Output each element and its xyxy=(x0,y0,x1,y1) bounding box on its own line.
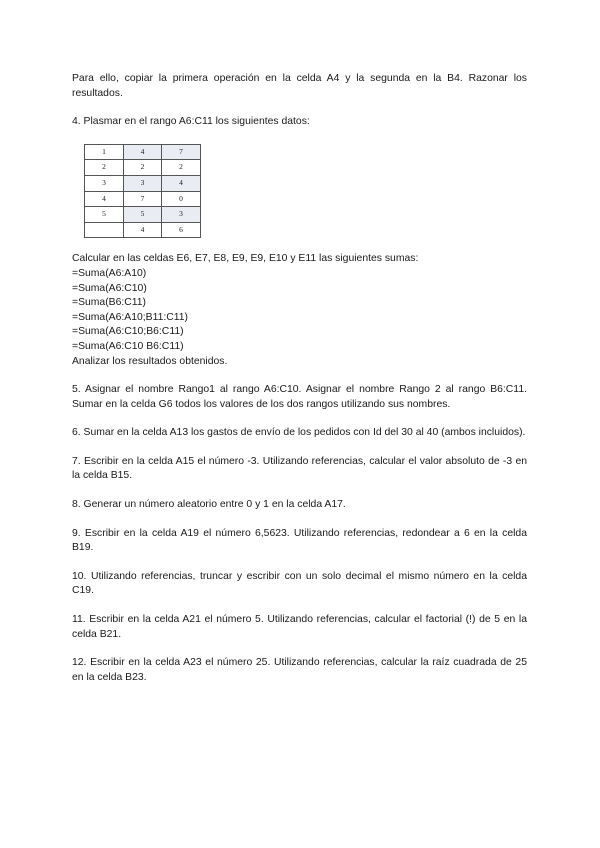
document-body xyxy=(72,72,527,699)
item-4-instructions: Calcular en las celdas E6, E7, E8, E9, E9, E10 y E11 las siguientes sumas: xyxy=(72,253,419,265)
item-11-paragraph: 11. Escribir en la celda A21 el número 5. Utilizando referencias, calcular el factorial (!) de 5 en la celda B21. xyxy=(72,614,527,640)
item-7-paragraph: 7. Escribir en la celda A15 el número -3. Utilizando referencias, calcular el valor absoluto de -3 en la celda B15. xyxy=(72,455,527,482)
table-cell: 4 xyxy=(85,191,124,207)
formula-line: =Suma(A6:A10;B11:C11) xyxy=(72,311,188,323)
table-cell: 6 xyxy=(162,222,201,238)
table-cell: 3 xyxy=(85,175,124,191)
table-cell: 5 xyxy=(124,207,162,223)
item-4-heading: 4. Plasmar en el rango A6:C11 los siguientes datos: xyxy=(72,116,310,128)
item-8-paragraph: 8. Generar un número aleatorio entre 0 y 1 en la celda A17. xyxy=(72,499,346,511)
table-row xyxy=(85,144,201,160)
item-10-paragraph: 10. Utilizando referencias, truncar y escribir con un solo decimal el mismo número en la celda C19. xyxy=(72,570,527,597)
table-cell: 4 xyxy=(162,175,201,191)
table-cell: 3 xyxy=(162,207,201,223)
table-cell: 2 xyxy=(162,160,201,176)
item-5-paragraph: 5. Asignar el nombre Rango1 al rango A6:C10. Asignar el nombre Rango 2 al rango B6:C11. Sumar en la celda G6 todos los valores de los dos rangos utilizando sus nombres. xyxy=(72,384,527,410)
formula-line: =Suma(B6:C11) xyxy=(72,297,147,309)
table-cell: 0 xyxy=(162,191,201,207)
table-cell xyxy=(85,222,124,238)
formula-line: =Suma(A6:C10;B6:C11) xyxy=(72,326,184,338)
table-row xyxy=(85,222,201,238)
item-9-paragraph: 9. Escribir en la celda A19 el número 6,5623. Utilizando referencias, redondear a 6 en la celda B19. xyxy=(72,527,527,554)
item-12-paragraph: 12. Escribir en la celda A23 el número 25. Utilizando referencias, calcular la raíz cuadrada de 25 en la celda B23. xyxy=(72,657,527,683)
table-row xyxy=(85,175,201,191)
table-cell: 4 xyxy=(124,222,162,238)
table-row xyxy=(85,160,201,176)
item-6-paragraph: 6. Sumar en la celda A13 los gastos de envío de los pedidos con Id del 30 al 40 (ambos incluidos). xyxy=(72,427,526,439)
table-cell: 2 xyxy=(124,160,162,176)
intro-paragraph: Para ello, copiar la primera operación en la celda A4 y la segunda en la B4. Razonar los resultados. xyxy=(72,73,527,99)
item-4-analysis: Analizar los resultados obtenidos. xyxy=(72,355,228,367)
item-4-body xyxy=(72,252,527,369)
formula-line: =Suma(A6:C10) xyxy=(72,282,147,294)
table-cell: 2 xyxy=(85,160,124,176)
table-cell: 5 xyxy=(85,207,124,223)
table-cell: 7 xyxy=(162,144,201,160)
formula-line: =Suma(A6:C10 B6:C11) xyxy=(72,340,184,352)
formula-line: =Suma(A6:A10) xyxy=(72,267,147,279)
table-cell: 7 xyxy=(124,191,162,207)
data-table xyxy=(84,144,201,239)
table-cell: 4 xyxy=(124,144,162,160)
table-cell: 1 xyxy=(85,144,124,160)
table-cell: 3 xyxy=(124,175,162,191)
table-row xyxy=(85,191,201,207)
table-row xyxy=(85,207,201,223)
